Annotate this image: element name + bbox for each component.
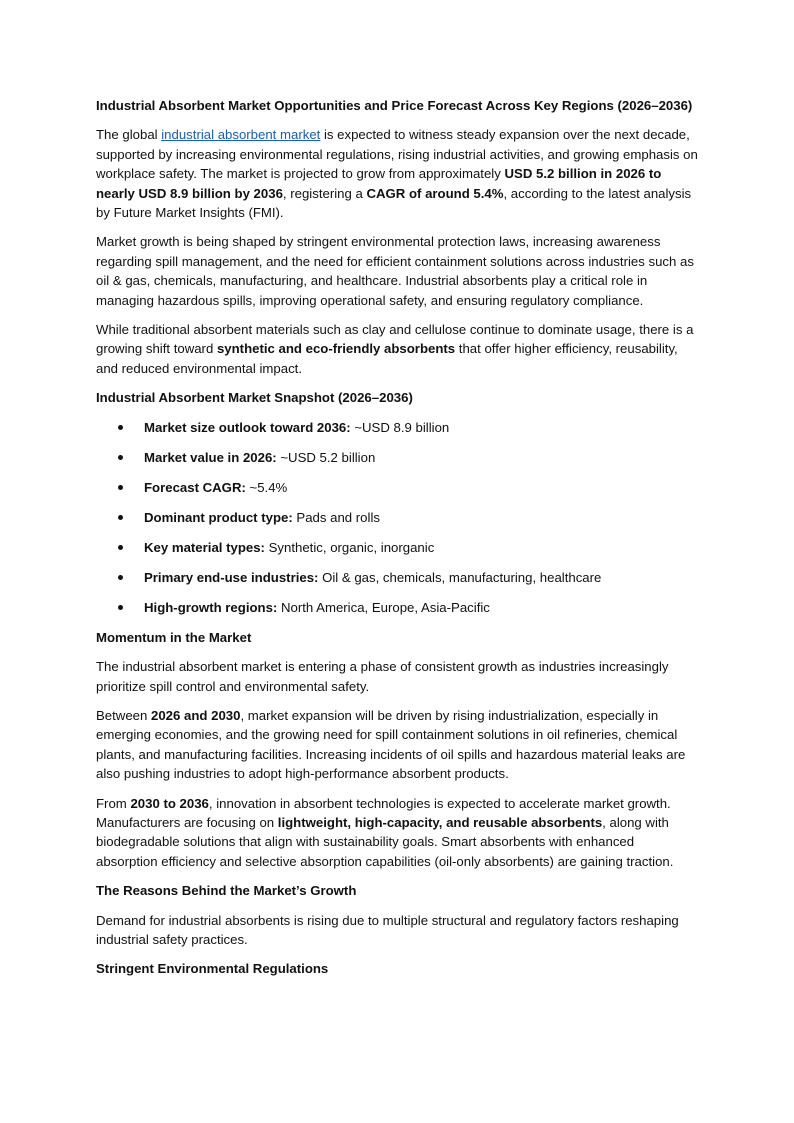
snapshot-list <box>96 418 698 618</box>
intro-text-4: , according to the latest analysis by Future Market Insights (FMI). <box>96 185 692 221</box>
snapshot-value: ~USD 8.9 billion <box>350 419 450 435</box>
intro-bold-2: CAGR of around 5.4% <box>366 185 504 201</box>
materials-text-2: that offer higher efficiency, reusability, and reduced environmental impact. <box>96 341 678 376</box>
bullet-icon <box>118 575 123 580</box>
intro-bold-1: USD 5.2 billion in 2026 to nearly USD 8.9 billion by 2036 <box>96 166 662 201</box>
list-item <box>96 478 698 498</box>
momentum-3-text-1: From <box>96 795 131 811</box>
snapshot-label: Forecast CAGR: <box>144 479 246 495</box>
snapshot-label: High-growth regions: <box>144 599 278 615</box>
snapshot-value: Pads and rolls <box>292 509 380 525</box>
list-item <box>96 598 698 618</box>
momentum-2-text-2: , market expansion will be driven by rising industrialization, especially in emerging economies, and the growing need for spill containment solutions in oil refineries, chemical plants, and manufacturing facilities. Increasing incidents of oil spills and hazardous material leaks are also pushing industries to adopt high-performance absorbent products. <box>96 707 686 782</box>
momentum-3-text-2: , innovation in absorbent technologies is expected to accelerate market growth. Manufacturers are focusing on <box>96 795 671 830</box>
growth-drivers-paragraph: Market growth is being shaped by stringent environmental protection laws, increasing awareness regarding spill management, and the need for efficient containment solutions across industries such as oil & gas, chemicals, manufacturing, and healthcare. Industrial absorbents play a critical role in managing hazardous spills, improving operational safety, and ensuring regulatory compliance. <box>96 234 694 308</box>
snapshot-heading: Industrial Absorbent Market Snapshot (2026–2036) <box>96 390 413 406</box>
materials-text-1: While traditional absorbent materials such as clay and cellulose continue to dominate usage, there is a growing shift toward <box>96 322 694 357</box>
materials-bold-1: synthetic and eco-friendly absorbents <box>216 341 456 357</box>
list-item <box>96 568 698 588</box>
intro-text-1: The global <box>96 127 162 143</box>
snapshot-value: Oil & gas, chemicals, manufacturing, healthcare <box>318 569 602 585</box>
snapshot-label: Dominant product type: <box>144 509 293 525</box>
bullet-icon <box>118 455 123 460</box>
snapshot-label: Market size outlook toward 2036: <box>144 419 351 435</box>
list-item <box>96 418 698 438</box>
snapshot-value: North America, Europe, Asia-Pacific <box>277 599 490 615</box>
industrial-absorbent-market-link[interactable]: industrial absorbent market <box>161 127 321 143</box>
intro-text-3: , registering a <box>282 185 367 201</box>
document-title: Industrial Absorbent Market Opportunities and Price Forecast Across Key Regions (2026–2036) <box>96 98 693 113</box>
bullet-icon <box>118 545 123 550</box>
intro-text-2: is expected to witness steady expansion over the next decade, supported by increasing environmental regulations, rising industrial activities, and growing emphasis on workplace safety. The market is projected to grow from approximately <box>96 127 698 182</box>
bullet-icon <box>118 605 123 610</box>
regulations-heading: Stringent Environmental Regulations <box>96 961 329 977</box>
snapshot-label: Primary end-use industries: <box>144 569 319 585</box>
list-item <box>96 448 698 468</box>
reasons-paragraph: Demand for industrial absorbents is rising due to multiple structural and regulatory factors reshaping industrial safety practices. <box>96 912 679 947</box>
momentum-3-bold-2: lightweight, high-capacity, and reusable absorbents <box>277 814 603 830</box>
list-item <box>96 508 698 528</box>
momentum-paragraph-2 <box>96 706 698 784</box>
snapshot-label: Market value in 2026: <box>144 449 277 465</box>
list-item <box>96 538 698 558</box>
momentum-paragraph-3 <box>96 794 698 872</box>
intro-paragraph <box>96 125 698 222</box>
momentum-heading: Momentum in the Market <box>96 629 252 645</box>
snapshot-label: Key material types: <box>144 539 265 555</box>
momentum-paragraph-1: The industrial absorbent market is entering a phase of consistent growth as industries increasingly prioritize spill control and environmental safety. <box>96 659 669 694</box>
momentum-2-text-1: Between <box>96 707 151 723</box>
materials-paragraph <box>96 320 698 378</box>
bullet-icon <box>118 425 123 430</box>
momentum-3-text-3: , along with biodegradable solutions that align with sustainability goals. Smart absorbents with enhanced absorption efficiency and selective absorption capabilities (oil-only absorbents) are gaining traction. <box>96 814 674 869</box>
momentum-3-bold-1: 2030 to 2036 <box>130 795 209 811</box>
snapshot-value: ~5.4% <box>245 479 288 495</box>
snapshot-value: ~USD 5.2 billion <box>276 449 376 465</box>
snapshot-value: Synthetic, organic, inorganic <box>264 539 435 555</box>
momentum-2-bold-1: 2026 and 2030 <box>151 707 241 723</box>
bullet-icon <box>118 485 123 490</box>
reasons-heading: The Reasons Behind the Market’s Growth <box>96 883 357 899</box>
bullet-icon <box>118 515 123 520</box>
